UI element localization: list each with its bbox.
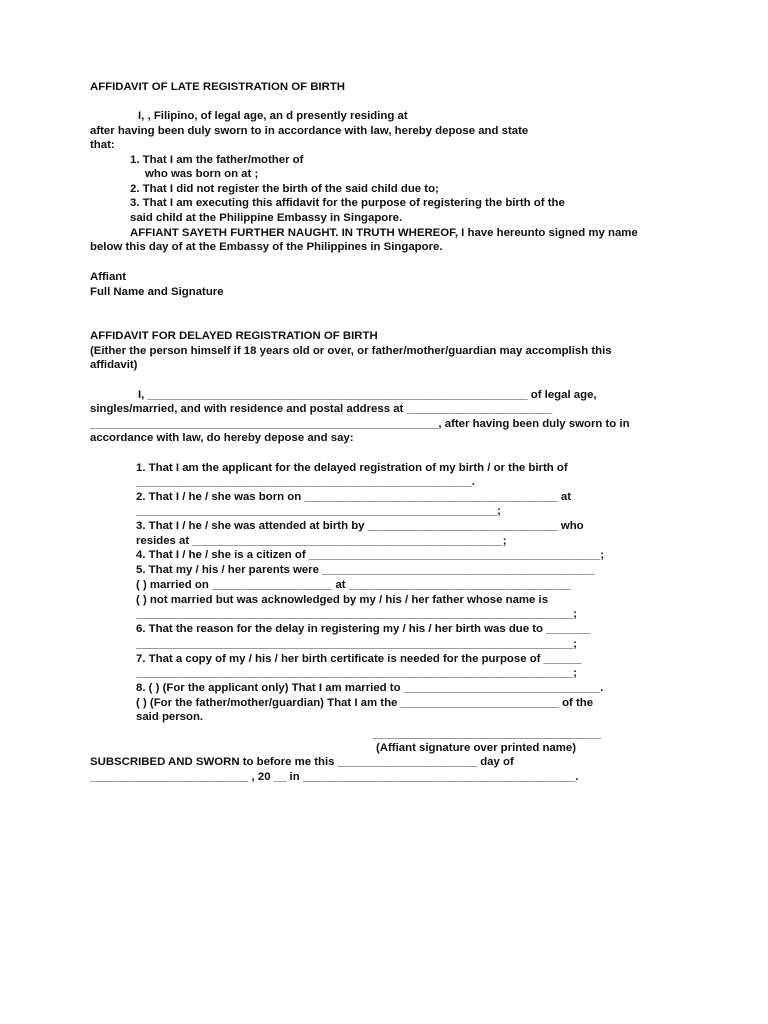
affiant-label: Affiant bbox=[90, 271, 127, 283]
section1-line: 2. That I did not register the birth of the said child due to; bbox=[130, 183, 439, 195]
subscribed-line: SUBSCRIBED AND SWORN to before me this ______________________ day of bbox=[90, 756, 514, 768]
item-line: 7. That a copy of my / his / her birth certificate is needed for the purpose of ______ bbox=[136, 653, 582, 665]
section1-line: who was born on at ; bbox=[145, 168, 259, 180]
item-line: ( ) not married but was acknowledged by my / his / her father whose name is bbox=[136, 594, 549, 606]
section1-title: AFFIDAVIT OF LATE REGISTRATION OF BIRTH bbox=[90, 81, 346, 93]
intro-line: accordance with law, do hereby depose and say: bbox=[90, 432, 354, 444]
section1-line: 3. That I am executing this affidavit for the purpose of registering the birth of the bbox=[130, 197, 565, 209]
item-line: said person. bbox=[136, 711, 204, 723]
item-line: 4. That I / he / she is a citizen of ______________________________________________; bbox=[136, 549, 605, 561]
section2-title: AFFIDAVIT FOR DELAYED REGISTRATION OF BIRTH bbox=[90, 330, 378, 342]
subscribed-line: _________________________ , 20 __ in ___________________________________________. bbox=[90, 771, 579, 783]
full-name-signature-label: Full Name and Signature bbox=[90, 286, 224, 298]
section1-line: after having been duly sworn to in accordance with law, hereby depose and state bbox=[90, 125, 529, 137]
section1-line: said child at the Philippine Embassy in Singapore. bbox=[130, 212, 403, 224]
section1-line: I, , Filipino, of legal age, an d presently residing at bbox=[138, 110, 408, 122]
item-line: _________________________________________________________; bbox=[136, 505, 501, 517]
section1-line: below this day of at the Embassy of the Philippines in Singapore. bbox=[90, 241, 443, 253]
item-line: resides at _________________________________________________; bbox=[136, 535, 507, 547]
item-line: _____________________________________________________________________; bbox=[136, 608, 577, 620]
item-line: _____________________________________________________. bbox=[136, 476, 475, 488]
item-line: 5. That my / his / her parents were ___________________________________________ bbox=[136, 564, 595, 576]
section1-line: 1. That I am the father/mother of bbox=[130, 154, 304, 166]
section2-subtitle: (Either the person himself if 18 years old or over, or father/mother/guardian may accomplish this bbox=[90, 345, 612, 357]
item-line: 2. That I / he / she was born on ________________________________________ at bbox=[136, 491, 572, 503]
section2-subtitle: affidavit) bbox=[90, 359, 138, 371]
intro-line: I, ____________________________________________________________ of legal age, bbox=[138, 389, 597, 401]
item-line: ( ) married on ___________________ at ___________________________________ bbox=[136, 579, 571, 591]
item-line: 3. That I / he / she was attended at birth by ______________________________ who bbox=[136, 520, 584, 532]
item-line: 6. That the reason for the delay in registering my / his / her birth was due to _______ bbox=[136, 623, 591, 635]
signature-line: ____________________________________ bbox=[373, 728, 602, 740]
section1-line: AFFIANT SAYETH FURTHER NAUGHT. IN TRUTH WHEREOF, I have hereunto signed my name bbox=[130, 227, 638, 239]
signature-caption: (Affiant signature over printed name) bbox=[376, 742, 576, 754]
item-line: _____________________________________________________________________; bbox=[136, 638, 577, 650]
item-line: ( ) (For the father/mother/guardian) That I am the _________________________ of the bbox=[136, 697, 594, 709]
intro-line: singles/married, and with residence and postal address at _______________________ bbox=[90, 403, 553, 415]
intro-line: _______________________________________________________, after having been duly sworn to in bbox=[90, 418, 630, 430]
item-line: _____________________________________________________________________; bbox=[136, 667, 577, 679]
section1-line: that: bbox=[90, 139, 115, 151]
item-line: 8. ( ) (For the applicant only) That I am married to _______________________________. bbox=[136, 682, 604, 694]
item-line: 1. That I am the applicant for the delayed registration of my birth / or the birth of bbox=[136, 462, 568, 474]
